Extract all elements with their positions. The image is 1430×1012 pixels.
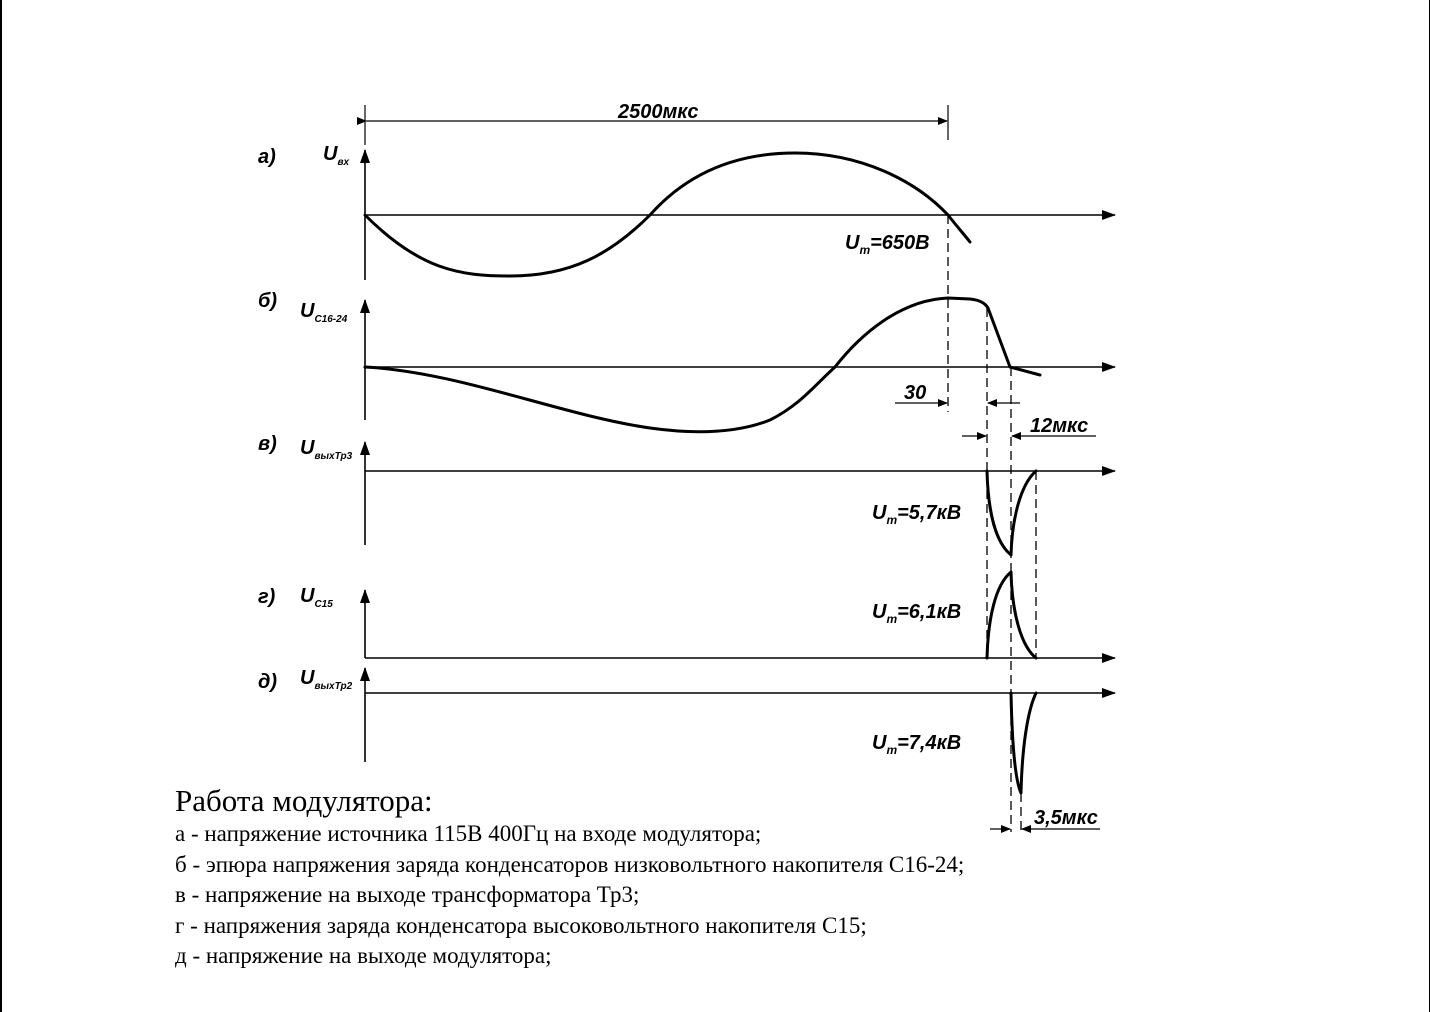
panel-a-signal-label: [323, 143, 349, 168]
panel-a-amplitude-value: =650В: [870, 232, 930, 254]
caption-line-b: б - эпюра напряжения заряда конденсаторов низковольтного накопителя С16-24;: [175, 851, 965, 877]
delay-dimension: [895, 382, 1020, 404]
panel-b-signal-subscript: С16-24: [314, 314, 348, 325]
period-dimension: [365, 101, 948, 145]
panel-d-signal-symbol: U: [300, 667, 315, 689]
panel-d-signal-label: [300, 667, 353, 692]
panel-v-amplitude-subscript: m: [886, 513, 898, 527]
panel-v-amplitude-value: =5,7кВ: [897, 502, 962, 524]
pulse-dimension-label: 3,5мкс: [1034, 807, 1098, 829]
panel-d-signal-subscript: выхТр2: [314, 681, 353, 692]
caption-title: Работа модулятора:: [175, 783, 433, 818]
panel-a-amplitude-label: [845, 232, 930, 257]
panel-v-signal-subscript: выхТр3: [314, 451, 353, 462]
charge-dimension: [962, 415, 1096, 437]
delay-dimension-label: 30: [904, 382, 927, 404]
panel-a: [258, 143, 1115, 280]
panel-g-amplitude-label: [872, 601, 961, 626]
panel-b-charge-curve: [365, 298, 1040, 432]
panel-d-amplitude-subscript: m: [886, 743, 898, 757]
panel-a-signal-subscript: вх: [337, 157, 350, 168]
panel-b-signal-label: [300, 300, 348, 325]
caption-line-g: г - напряжения заряда конденсатора высоковольтного накопителя С15;: [175, 912, 867, 938]
panel-g-signal-label: [300, 585, 333, 610]
panel-g-amplitude-value: =6,1кВ: [897, 601, 962, 623]
caption-line-d: д - напряжение на выходе модулятора;: [175, 943, 552, 968]
panel-g-amplitude-symbol: U: [872, 601, 887, 623]
panel-a-signal-symbol: U: [323, 143, 338, 165]
panel-d-amplitude-value: =7,4кВ: [897, 732, 962, 754]
panel-g-amplitude-subscript: m: [886, 612, 898, 626]
panel-g-signal-subscript: С15: [314, 599, 333, 610]
panel-g-signal-symbol: U: [300, 585, 315, 607]
panel-v-amplitude-label: [872, 502, 961, 527]
panel-d-amplitude-symbol: U: [872, 732, 887, 754]
panel-v-signal-label: [300, 437, 353, 462]
panel-b-letter: б): [258, 290, 278, 312]
panel-d-amplitude-label: [872, 732, 961, 757]
panel-v-signal-symbol: U: [300, 437, 315, 459]
panel-d-letter: д): [258, 671, 278, 693]
panel-d: [258, 667, 1115, 793]
panel-a-letter: а): [258, 146, 276, 168]
charge-dimension-label: 12мкс: [1030, 415, 1089, 437]
panel-v-amplitude-symbol: U: [872, 502, 887, 524]
figure-caption: [175, 783, 1175, 972]
panel-b-signal-symbol: U: [300, 300, 315, 322]
panel-d-output-pulse: [1011, 693, 1036, 793]
panel-v-letter: в): [258, 433, 277, 455]
panel-a-amplitude-subscript: m: [859, 243, 871, 257]
caption-line-a: а - напряжение источника 115В 400Гц на входе модулятора;: [175, 821, 762, 846]
panel-g-letter: г): [258, 586, 276, 608]
caption-line-v: в - напряжение на выходе трансформатора Тр3;: [175, 882, 640, 907]
period-dimension-label: 2500мкс: [618, 101, 699, 123]
panel-a-amplitude-symbol: U: [845, 232, 860, 254]
